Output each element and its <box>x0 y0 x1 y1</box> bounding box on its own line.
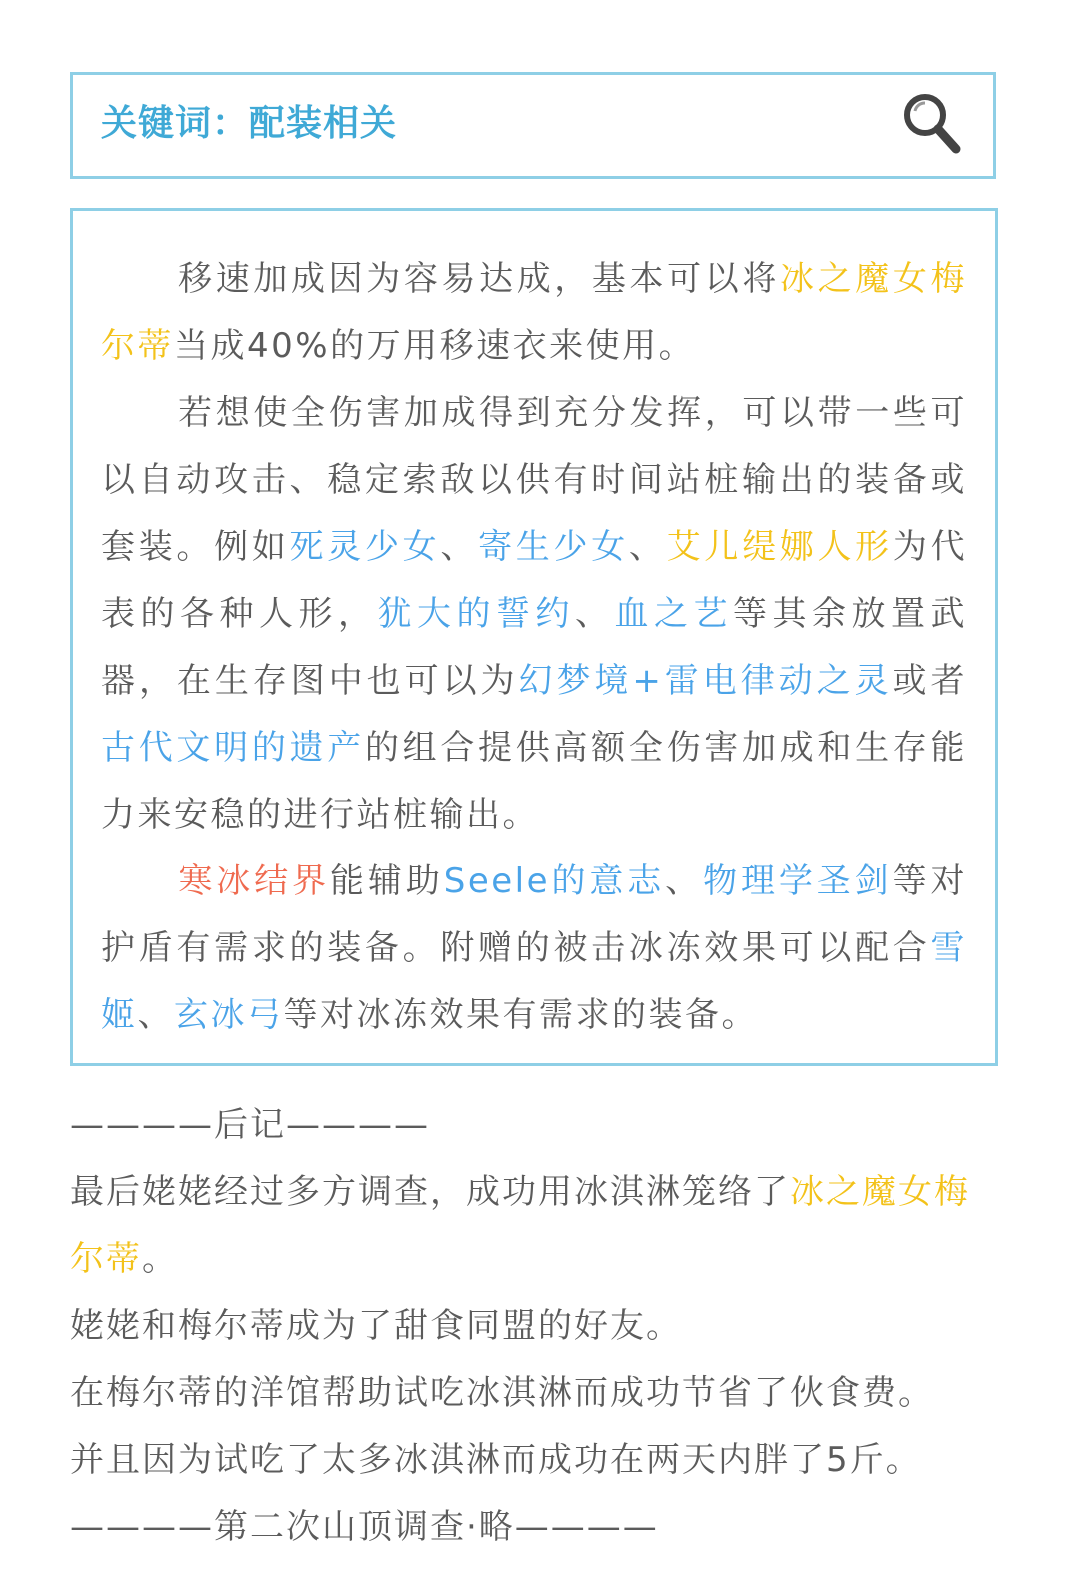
text-segment: 为代表的各种人形， <box>101 527 968 634</box>
highlight-term: 犹大的誓约 <box>377 594 575 634</box>
afterword-line-1 <box>70 1159 1005 1293</box>
highlight-term: 血之艺 <box>614 594 733 634</box>
keyword-search-box[interactable] <box>70 72 996 179</box>
paragraph-ice-barrier <box>101 848 967 1049</box>
text-segment: 、 <box>628 527 667 567</box>
text-segment: 若想使全伤害加成得到充分发挥，可以带一些可以自动攻击、稳定索敌以供有时间站桩输出的装备或套装。例如 <box>101 393 967 567</box>
rich-text <box>70 1172 970 1279</box>
highlight-term: 冰之魔女梅尔蒂 <box>101 259 968 366</box>
text-segment: 最后姥姥经过多方调查，成功用冰淇淋笼络了 <box>70 1172 790 1212</box>
text-segment: 、 <box>575 594 615 634</box>
paragraph-move-speed <box>101 246 967 380</box>
afterword-footer: ————第二次山顶调查·略———— <box>70 1507 659 1547</box>
highlight-term: 古代文明的遗产 <box>101 728 365 768</box>
highlight-term: 艾儿缇娜人形 <box>666 527 893 567</box>
search-icon[interactable] <box>901 91 963 157</box>
rich-text <box>101 861 967 1035</box>
text-segment: 、 <box>440 527 479 567</box>
rich-text <box>101 259 967 366</box>
highlight-term: 物理学圣剑 <box>703 861 893 901</box>
highlight-term: 雪姬 <box>101 928 967 1035</box>
highlight-term: 幻梦境+雷电律动之灵 <box>518 661 893 701</box>
text-segment: 等对护盾有需求的装备。附赠的被击冰冻效果可以配合 <box>101 861 967 968</box>
keyword-title: 关键词：配装相关 <box>101 103 398 144</box>
paragraph-damage-bonus <box>101 380 967 849</box>
afterword-line-3: 在梅尔蒂的洋馆帮助试吃冰淇淋而成功节省了伙食费。 <box>70 1373 934 1413</box>
afterword-line-2: 姥姥和梅尔蒂成为了甜食同盟的好友。 <box>70 1306 682 1346</box>
text-segment: 能辅助 <box>330 861 444 901</box>
equipment-tips-box <box>70 208 998 1066</box>
highlight-term: 冰之魔女梅尔蒂 <box>70 1172 970 1279</box>
text-segment: 。 <box>142 1239 178 1279</box>
text-segment: 等其余放置武器，在生存图中也可以为 <box>101 594 967 701</box>
highlight-term: 寒冰结界 <box>177 861 331 901</box>
highlight-term: Seele的意志 <box>443 861 666 901</box>
text-segment: 移速加成因为容易达成，基本可以将 <box>177 259 781 299</box>
text-segment: 当成40%的万用移速衣来使用。 <box>174 326 696 366</box>
afterword-line-4: 并且因为试吃了太多冰淇淋而成功在两天内胖了5斤。 <box>70 1440 922 1480</box>
text-segment: 的组合提供高额全伤害加成和生存能力来安稳的进行站桩输出。 <box>101 728 968 835</box>
afterword-header: ————后记———— <box>70 1105 430 1145</box>
text-segment: 或者 <box>892 661 968 701</box>
text-segment: 、 <box>137 995 174 1035</box>
highlight-term: 死灵少女 <box>289 527 441 567</box>
text-segment: 、 <box>665 861 704 901</box>
rich-text <box>101 393 967 835</box>
text-segment: 等对冰冻效果有需求的装备。 <box>283 995 758 1035</box>
highlight-term: 玄冰弓 <box>174 995 284 1035</box>
highlight-term: 寄生少女 <box>478 527 629 567</box>
